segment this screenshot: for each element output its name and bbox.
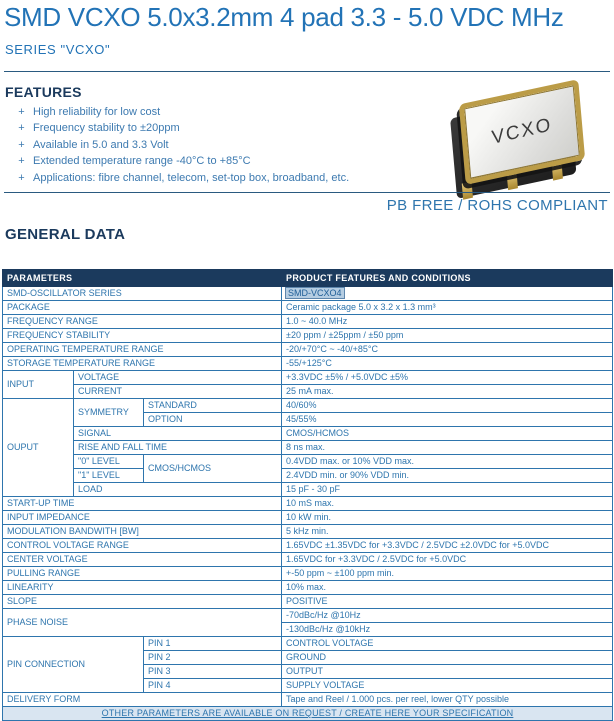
features-list — [10, 104, 410, 186]
table-row — [3, 455, 613, 469]
table-cell: POSITIVE — [282, 595, 613, 609]
table-cell: +3.3VDC ±5% / +5.0VDC ±5% — [282, 371, 613, 385]
table-row — [3, 567, 613, 581]
table-header-row — [3, 270, 613, 287]
table-cell: PACKAGE — [3, 301, 282, 315]
table-cell: CURRENT — [74, 385, 282, 399]
feature-text: Frequency stability to ±20ppm — [33, 122, 180, 135]
table-cell: FREQUENCY STABILITY — [3, 329, 282, 343]
table-row — [3, 581, 613, 595]
page-title: SMD VCXO 5.0x3.2mm 4 pad 3.3 - 5.0 VDC MHz — [4, 2, 564, 32]
plus-bullet-icon: + — [18, 106, 25, 118]
divider-top — [4, 71, 610, 72]
table-cell: PULLING RANGE — [3, 567, 282, 581]
table-row — [3, 595, 613, 609]
series-value-cell — [282, 287, 613, 301]
plus-bullet-icon: + — [18, 138, 25, 151]
table-cell: VOLTAGE — [74, 371, 282, 385]
table-cell: Tape and Reel / 1.000 pcs. per reel, lower QTY possible — [282, 693, 613, 707]
table-row — [3, 399, 613, 413]
list-item — [10, 170, 410, 186]
table-cell: SLOPE — [3, 595, 282, 609]
table-cell: CMOS/HCMOS — [144, 455, 282, 483]
column-header-parameters: PARAMETERS — [3, 270, 282, 287]
features-heading: FEATURES — [5, 84, 82, 100]
table-row — [3, 385, 613, 399]
table-cell: "0" LEVEL — [74, 455, 144, 469]
list-item — [10, 104, 410, 120]
table-cell: LINEARITY — [3, 581, 282, 595]
table-cell: OUPUT — [3, 399, 74, 497]
table-cell: 5 kHz min. — [282, 525, 613, 539]
column-header-product-features: PRODUCT FEATURES AND CONDITIONS — [282, 270, 613, 287]
table-cell: -70dBc/Hz @10Hz — [282, 609, 613, 623]
table-cell: +-50 ppm ~ ±100 ppm min. — [282, 567, 613, 581]
series-subtitle: SERIES "VCXO" — [5, 42, 111, 57]
table-cell: LOAD — [74, 483, 282, 497]
table-cell: OPERATING TEMPERATURE RANGE — [3, 343, 282, 357]
table-row — [3, 287, 613, 301]
table-footer-cell — [3, 707, 613, 721]
table-row — [3, 315, 613, 329]
table-cell: SUPPLY VOLTAGE — [282, 679, 613, 693]
table-row — [3, 371, 613, 385]
table-cell: 1.65VDC ±1.35VDC for +3.3VDC / 2.5VDC ±2.0VDC for +5.0VDC — [282, 539, 613, 553]
plus-bullet-icon: + — [18, 155, 25, 168]
table-cell: STANDARD — [144, 399, 282, 413]
table-row — [3, 329, 613, 343]
table-row — [3, 525, 613, 539]
table-cell: PIN 1 — [144, 637, 282, 651]
series-value-highlight[interactable]: SMD-VCXO4 — [288, 288, 342, 298]
chip-label: VCXO — [490, 114, 554, 149]
list-item — [10, 120, 410, 136]
table-row — [3, 539, 613, 553]
table-cell: CMOS/HCMOS — [282, 427, 613, 441]
plus-bullet-icon: + — [18, 122, 25, 135]
table-cell: PIN 4 — [144, 679, 282, 693]
table-cell: MODULATION BANDWITH [BW] — [3, 525, 282, 539]
table-cell: 10% max. — [282, 581, 613, 595]
table-cell: PIN 2 — [144, 651, 282, 665]
table-cell: 0.4VDD max. or 10% VDD max. — [282, 455, 613, 469]
table-cell: 45/55% — [282, 413, 613, 427]
table-cell: 2.4VDD min. or 90% VDD min. — [282, 469, 613, 483]
divider-middle — [4, 192, 610, 193]
table-cell: INPUT IMPEDANCE — [3, 511, 282, 525]
table-row — [3, 609, 613, 623]
create-specification-link[interactable]: OTHER PARAMETERS ARE AVAILABLE ON REQUEST / CREATE HERE YOUR SPECIFICATION — [101, 708, 514, 718]
table-cell: Ceramic package 5.0 x 3.2 x 1.3 mm³ — [282, 301, 613, 315]
table-row — [3, 483, 613, 497]
table-row — [3, 441, 613, 455]
general-data-table-body — [3, 287, 613, 707]
table-footer-row — [3, 707, 613, 721]
feature-text: High reliability for low cost — [33, 106, 161, 118]
feature-text: Extended temperature range -40°C to +85°C — [33, 155, 251, 168]
table-cell: OUTPUT — [282, 665, 613, 679]
table-row — [3, 301, 613, 315]
table-cell: 10 kW min. — [282, 511, 613, 525]
table-cell: -20/+70°C ~ -40/+85°C — [282, 343, 613, 357]
table-cell: "1" LEVEL — [74, 469, 144, 483]
table-cell: STORAGE TEMPERATURE RANGE — [3, 357, 282, 371]
table-cell: 15 pF - 30 pF — [282, 483, 613, 497]
table-cell: SYMMETRY — [74, 399, 144, 427]
table-cell: 25 mA max. — [282, 385, 613, 399]
general-data-heading: GENERAL DATA — [5, 226, 126, 243]
table-cell: OPTION — [144, 413, 282, 427]
table-row — [3, 497, 613, 511]
table-row — [3, 511, 613, 525]
table-row — [3, 637, 613, 651]
table-cell: -130dBc/Hz @10kHz — [282, 623, 613, 637]
table-cell: FREQUENCY RANGE — [3, 315, 282, 329]
table-cell: PHASE NOISE — [3, 609, 282, 637]
table-cell: CONTROL VOLTAGE — [282, 637, 613, 651]
table-row — [3, 343, 613, 357]
plus-bullet-icon: + — [18, 171, 25, 184]
table-cell: PIN CONNECTION — [3, 637, 144, 693]
table-row — [3, 553, 613, 567]
table-cell: 40/60% — [282, 399, 613, 413]
table-cell: SIGNAL — [74, 427, 282, 441]
table-cell: CENTER VOLTAGE — [3, 553, 282, 567]
table-cell: SMD-OSCILLATOR SERIES — [3, 287, 282, 301]
table-cell: ±20 ppm / ±25ppm / ±50 ppm — [282, 329, 613, 343]
feature-text: Applications: fibre channel, telecom, set-top box, broadband, etc. — [33, 171, 350, 184]
table-cell: CONTROL VOLTAGE RANGE — [3, 539, 282, 553]
product-image — [443, 80, 608, 192]
table-cell: START-UP TIME — [3, 497, 282, 511]
list-item — [10, 153, 410, 169]
table-cell: -55/+125°C — [282, 357, 613, 371]
table-cell: DELIVERY FORM — [3, 693, 282, 707]
table-row — [3, 693, 613, 707]
table-row — [3, 357, 613, 371]
table-cell: 10 mS max. — [282, 497, 613, 511]
table-cell: 8 ns max. — [282, 441, 613, 455]
table-cell: GROUND — [282, 651, 613, 665]
table-cell: PIN 3 — [144, 665, 282, 679]
table-cell: RISE AND FALL TIME — [74, 441, 282, 455]
table-cell: 1.0 ~ 40.0 MHz — [282, 315, 613, 329]
table-row — [3, 427, 613, 441]
feature-text: Available in 5.0 and 3.3 Volt — [33, 138, 169, 151]
table-cell: INPUT — [3, 371, 74, 399]
list-item — [10, 137, 410, 153]
general-data-table — [2, 269, 612, 721]
vcxo-chip-illustration — [459, 79, 585, 185]
pb-free-rohs-note: PB FREE / ROHS COMPLIANT — [386, 197, 608, 214]
table-row — [3, 469, 613, 483]
table-cell: 1.65VDC for +3.3VDC / 2.5VDC for +5.0VDC — [282, 553, 613, 567]
